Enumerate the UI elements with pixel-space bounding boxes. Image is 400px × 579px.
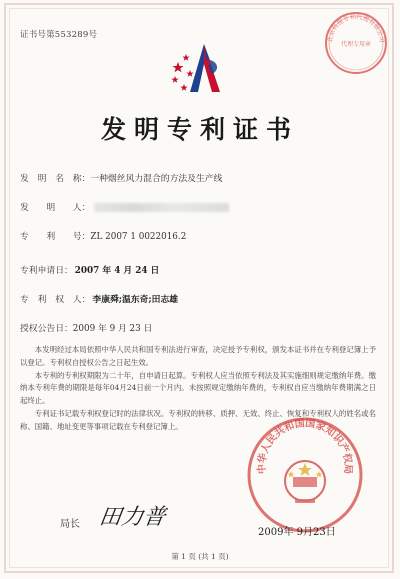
official-seal-ring-text: 中华人民共和国国家知识产权局: [256, 418, 354, 475]
svg-text:北京科理专利代理有限公司: [326, 13, 386, 43]
patent-office-emblem-icon: [168, 40, 228, 104]
invention-name-value: 一种烟丝风力混合的方法及生产线: [90, 174, 223, 184]
agency-stamp-ring-text: 北京科理专利代理有限公司: [326, 13, 386, 44]
certificate-number: 证书号第553289号: [20, 30, 98, 40]
patent-number-row: [20, 229, 186, 242]
agency-stamp: [323, 10, 389, 76]
patentee-value: 李康舜;温东奇;田志雄: [92, 295, 179, 305]
patentee-label: 专 利 权 人：: [20, 295, 91, 305]
certificate-title: 发明专利证书: [100, 115, 299, 144]
inventor-label: 发 明 人：: [20, 203, 91, 213]
signature-text: 田力普: [98, 504, 168, 530]
issue-date: 2009年 9月23日: [258, 527, 336, 538]
filing-date-row: [20, 263, 159, 276]
filing-date-value: 2007 年 4 月 24 日: [74, 266, 160, 276]
national-emblem-icon: [285, 461, 325, 503]
inventor-row: [20, 200, 229, 213]
director-label: 局长: [60, 519, 80, 530]
patent-number-value: ZL 2007 1 0022016.2: [90, 232, 187, 242]
body-paragraph-3: 专利证书记载专利权登记时的法律状况。专利权的转移、质押、无效、终止、恢复和专利权人的姓名或名称、国籍、地址变更等事项记载在专利登记簿上。: [20, 408, 376, 431]
body-paragraph-2: 本专利的专利权期限为二十年，自申请日起算。专利权人应当依照专利法及其实施细则规定缴纳年费。缴纳本专利年费的期限是每年04月24日前一个月内。未按照规定缴纳年费的，专利权自应当缴纳年费期满之日起终止。: [20, 370, 376, 406]
grant-date-value: 2009 年 9 月 23 日: [72, 324, 153, 334]
director-signature: [98, 498, 198, 532]
patent-number-label: 专 利 号：: [20, 232, 91, 242]
body-paragraph-1: 本发明经过本局依照中华人民共和国专利法进行审查，决定授予专利权，颁发本证书并在专利登记簿上予以登记。专利权自授权公告之日起生效。: [20, 345, 376, 367]
patentee-row: [20, 292, 178, 305]
inventor-redacted: [94, 203, 229, 212]
invention-name-label: 发 明 名 称：: [20, 174, 91, 184]
agency-stamp-center-text: 代理专用章: [340, 41, 372, 48]
invention-name-row: [20, 171, 222, 184]
page-footer: 第 1 页 (共 1 页): [171, 552, 229, 561]
official-seal: [245, 415, 365, 535]
grant-date-label: 授权公告日：: [20, 324, 73, 334]
filing-date-label: 专利申请日：: [20, 266, 73, 276]
grant-date-row: [20, 321, 152, 334]
